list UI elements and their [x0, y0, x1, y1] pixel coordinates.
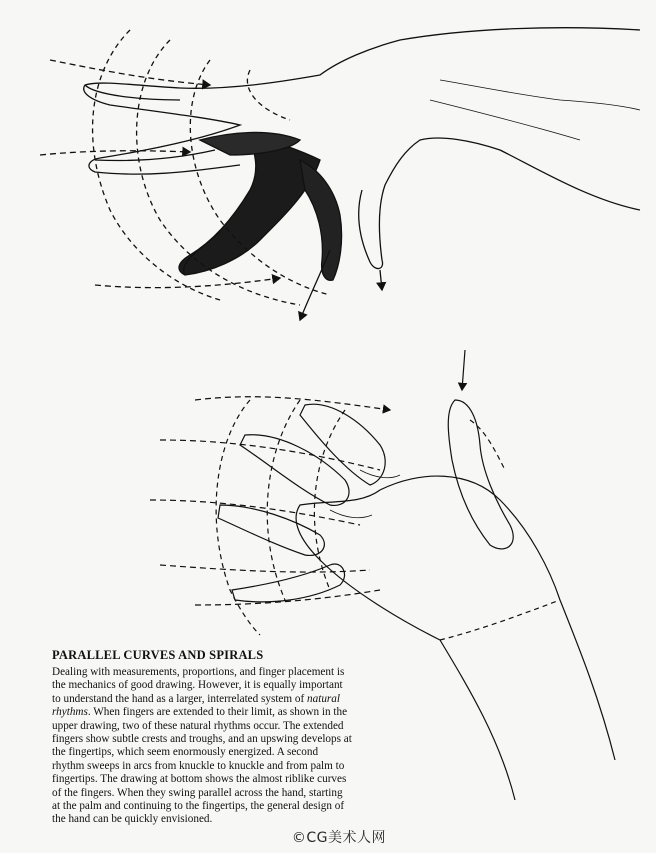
caption-body-end: . When fingers are extended to their limit, as shown in the upper drawing, two of these natural rhythms occur. The extended fingers show subtle crests and troughs, and an upswing develops at the fingertips, which seem enormously energized. A second rhythm sweeps in arcs from knuckle to knuckle and from palm to fingertips. The drawing at bottom shows the almost riblike curves of the fingers. When they swing parallel across the hand, starting at the palm and continuing to the fingertips, the general design of the hand can be quickly envisioned. [52, 706, 352, 826]
caption-emphasis: natural rhythms [52, 692, 340, 719]
caption-block [52, 648, 352, 827]
watermark-text: ©CG美术人网 [291, 830, 386, 846]
caption-title: PARALLEL CURVES AND SPIRALS [52, 648, 264, 662]
caption-body [52, 666, 352, 827]
caption-body-start: Dealing with measurements, proportions, and finger placement is the mechanics of good drawing. However, it is equally important to understand the hand as a larger, interrelated system of [52, 666, 345, 705]
